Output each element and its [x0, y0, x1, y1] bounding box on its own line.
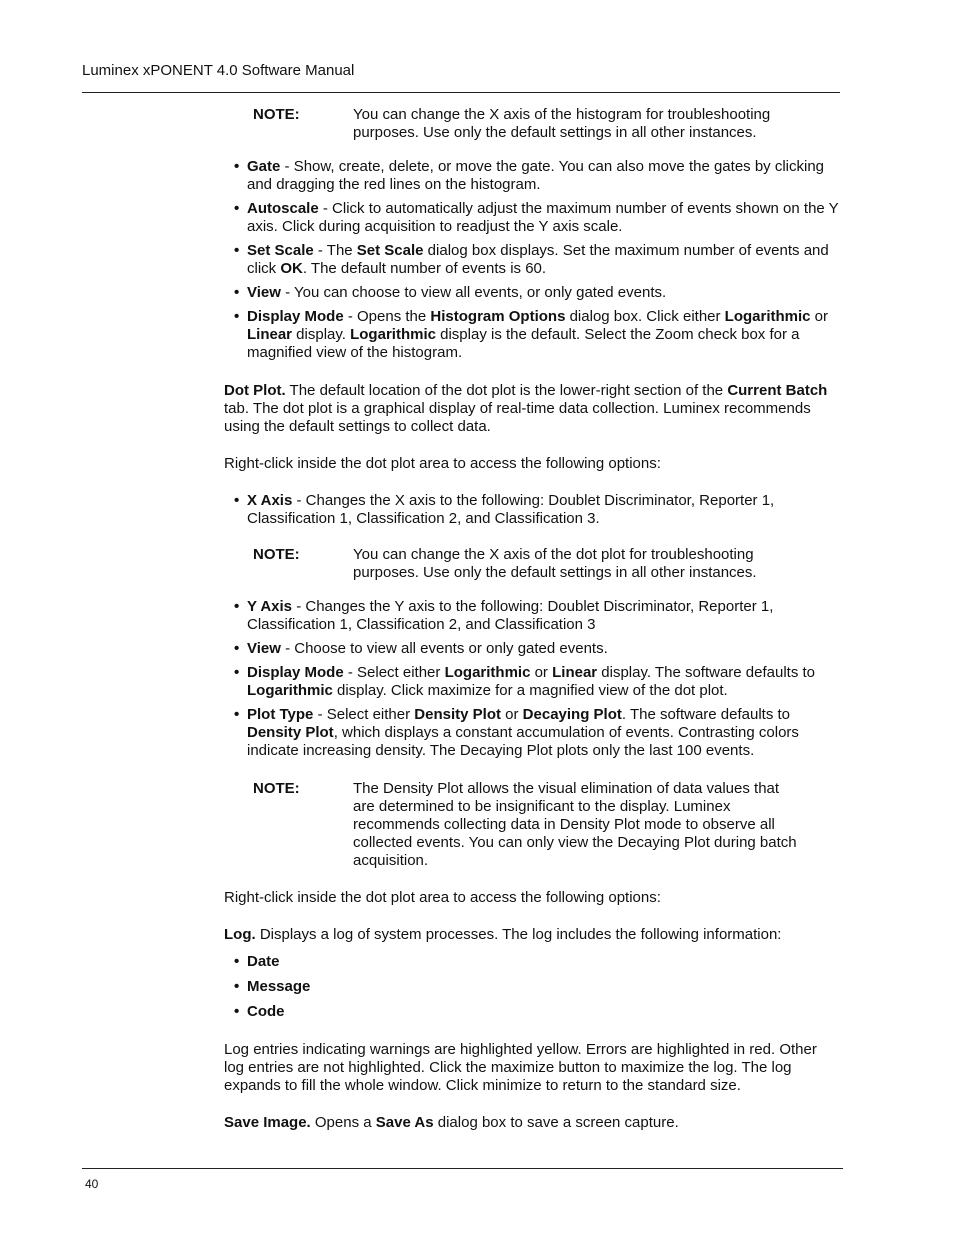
- list-item-y-axis: • Y Axis - Changes the Y axis to the following: Doublet Discriminator, Reporter 1, Classification 1, Classification 2, and Classification 3: [224, 598, 840, 634]
- list-item-display-mode: • Display Mode - Select either Logarithmic or Linear display. The software defaults to Logarithmic display. Click maximize for a magnified view of the dot plot.: [224, 664, 840, 700]
- list-item-view: • View - You can choose to view all events, or only gated events.: [224, 284, 840, 302]
- log-paragraph: Log. Displays a log of system processes. The log includes the following information:: [224, 926, 782, 943]
- running-header: Luminex xPONENT 4.0 Software Manual: [82, 62, 355, 79]
- note-histogram-xaxis: [253, 106, 840, 142]
- list-item-view: • View - Choose to view all events or only gated events.: [224, 640, 840, 658]
- log-entries-paragraph: Log entries indicating warnings are highlighted yellow. Errors are highlighted in red. Other log entries are not highlighted. Click the maximize button to maximize the log. The log expands to fill the whole window. Click minimize to return to the standard size.: [224, 1041, 817, 1094]
- note-text: You can change the X axis of the histogram for troubleshooting purposes. Use only the default settings in all other instances.: [353, 106, 771, 141]
- page-number: 40: [85, 1177, 99, 1191]
- note-label: NOTE:: [253, 546, 300, 563]
- note-text: The Density Plot allows the visual elimination of data values that are determined to be insignificant to the display. Luminex recommends collecting data in Density Plot mode to observe all collected events. You can only view the Decaying Plot during batch acquisition.: [353, 780, 797, 869]
- note-label: NOTE:: [253, 106, 300, 123]
- footer-rule: [82, 1168, 843, 1169]
- right-click-paragraph: Right-click inside the dot plot area to access the following options:: [224, 455, 661, 472]
- note-dot-plot-xaxis: [253, 546, 840, 582]
- list-item-gate: • Gate - Show, create, delete, or move the gate. You can also move the gates by clicking and dragging the red lines on the histogram.: [224, 158, 840, 194]
- list-item-date: • Date: [224, 953, 840, 971]
- dot-plot-paragraph: Dot Plot. The default location of the dot plot is the lower-right section of the Current Batch tab. The dot plot is a graphical display of real-time data collection. Luminex recommends using the default settings to collect data.: [224, 382, 828, 435]
- list-item-set-scale: • Set Scale - The Set Scale dialog box displays. Set the maximum number of events and click OK. The default number of events is 60.: [224, 242, 840, 278]
- histogram-options-list: [224, 158, 840, 362]
- list-item-autoscale: • Autoscale - Click to automatically adjust the maximum number of events shown on the Y axis. Click during acquisition to readjust the Y axis scale.: [224, 200, 840, 236]
- list-item-plot-type: • Plot Type - Select either Density Plot or Decaying Plot. The software defaults to Density Plot, which displays a constant accumulation of events. Contrasting colors indicate increasing density. The Decaying Plot plots only the last 100 events.: [224, 706, 840, 760]
- note-text: You can change the X axis of the dot plot for troubleshooting purposes. Use only the default settings in all other instances.: [353, 546, 757, 581]
- note-label: NOTE:: [253, 780, 300, 797]
- save-image-paragraph: Save Image. Opens a Save As dialog box to save a screen capture.: [224, 1114, 679, 1131]
- xaxis-list: [224, 492, 840, 528]
- note-density-plot: [253, 780, 840, 870]
- dot-plot-options-list: [224, 598, 840, 760]
- list-item-display-mode: • Display Mode - Opens the Histogram Options dialog box. Click either Logarithmic or Linear display. Logarithmic display is the default. Select the Zoom check box for a magnified view of the histogram.: [224, 308, 840, 362]
- list-item-code: • Code: [224, 1003, 840, 1021]
- list-item-x-axis: • X Axis - Changes the X axis to the following: Doublet Discriminator, Reporter 1, Classification 1, Classification 2, and Classification 3.: [224, 492, 840, 528]
- log-info-list: [224, 953, 840, 1021]
- header-rule: [82, 92, 840, 93]
- right-click-paragraph-2: Right-click inside the dot plot area to access the following options:: [224, 889, 661, 906]
- page-body: [224, 106, 840, 1151]
- list-item-message: • Message: [224, 978, 840, 996]
